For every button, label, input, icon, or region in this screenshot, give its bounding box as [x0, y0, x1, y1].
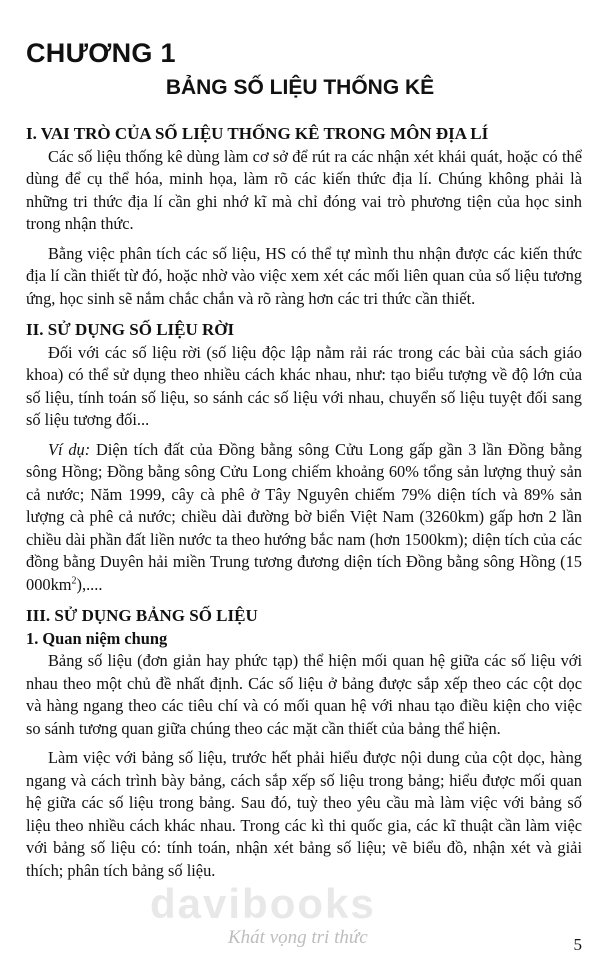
superscript: 2 — [71, 575, 77, 587]
paragraph: Bằng việc phân tích các số liệu, HS có thể tự mình thu nhận được các kiến thức địa lí cần thiết từ đó, hoặc nhờ vào việc xem xét các mối liên quan của số liệu tương ứng, học sinh sẽ nắm chắc chắn và rõ ràng hơn các tri thức cần thiết. — [26, 243, 582, 308]
chapter-label: CHƯƠNG 1 — [26, 38, 176, 68]
chapter-title: BẢNG SỐ LIỆU THỐNG KÊ — [165, 76, 435, 99]
example-paragraph — [26, 439, 582, 597]
watermark-logo: davibooks — [150, 880, 376, 927]
subsection-heading: 1. Quan niệm chung — [26, 628, 168, 648]
section-heading-3: III. SỬ DỤNG BẢNG SỐ LIỆU — [26, 606, 258, 625]
paragraph: Đối với các số liệu rời (số liệu độc lập nằm rải rác trong các bài của sách giáo khoa) có thể sử dụng theo nhiều cách khác nhau, như: tạo biểu tượng về độ lớn của số liệu, tính toán số liệu, so sánh các số liệu với nhau, chuyển số liệu tuyệt đối sang số liệu tương đối... — [26, 342, 582, 429]
section-heading-1: I. VAI TRÒ CỦA SỐ LIỆU THỐNG KÊ TRONG MÔN ĐỊA LÍ — [26, 124, 489, 143]
example-label: Ví dụ: — [48, 439, 91, 459]
example-text: Diện tích đất của Đồng bằng sông Cửu Long gấp gần 3 lần Đồng bằng sông Hồng; Đồng bằng sông Cửu Long chiếm khoảng 60% tổng sản lượng thuỷ sản cả nước; Năm 1999, cây cà phê ở Tây Nguyên chiếm 79% diện tích và 89% sản lượng cà phê cả nước; chiều dài đường bờ biển Việt Nam (3260km) gấp hơn 2 lần chiều dài phần đất liền nước ta theo hướng bắc nam (hơn 1500km); diện tích của các đồng bằng Duyên hải miền Trung tương đương diện tích Đồng bằng sông Hồng (15 000km — [26, 439, 582, 594]
example-end: ),.... — [76, 574, 103, 594]
paragraph: Các số liệu thống kê dùng làm cơ sở để rút ra các nhận xét khái quát, hoặc có thể dùng để cụ thể hóa, minh họa, làm rõ các kiến thức địa lí. Chúng không phải là những tri thức địa lí cần ghi nhớ kĩ mà chỉ đóng vai trò phương tiện của học sinh trong nhận thức. — [26, 146, 582, 233]
page-number: 5 — [573, 935, 582, 954]
section-heading-2: II. SỬ DỤNG SỐ LIỆU RỜI — [26, 320, 235, 339]
page-content — [26, 123, 582, 882]
paragraph: Bảng số liệu (đơn giản hay phức tạp) thể hiện mối quan hệ giữa các số liệu với nhau theo một chủ đề nhất định. Các số liệu ở bảng được sắp xếp theo các cột dọc và hàng ngang theo các tiêu chí và có mối quan hệ với nhau tạo điều kiện cho việc so sánh tương quan giữa chúng theo các mặt cần thiết của bảng thể hiện. — [26, 651, 582, 738]
watermark-slogan: Khát vọng tri thức — [228, 927, 368, 948]
paragraph: Làm việc với bảng số liệu, trước hết phải hiểu được nội dung của cột dọc, hàng ngang và cách trình bày bảng, cách sắp xếp số liệu trong bảng; hiểu được mối quan hệ giữa các số liệu trong bảng. Sau đó, tuỳ theo yêu cầu mà làm việc với bảng số liệu theo nhiều cách khác nhau. Trong các kì thi quốc gia, các kĩ thuật cần làm việc với bảng số liệu có: tính toán, nhận xét bảng số liệu; vẽ biểu đồ, nhận xét và giải thích; phân tích bảng số liệu. — [26, 748, 582, 880]
